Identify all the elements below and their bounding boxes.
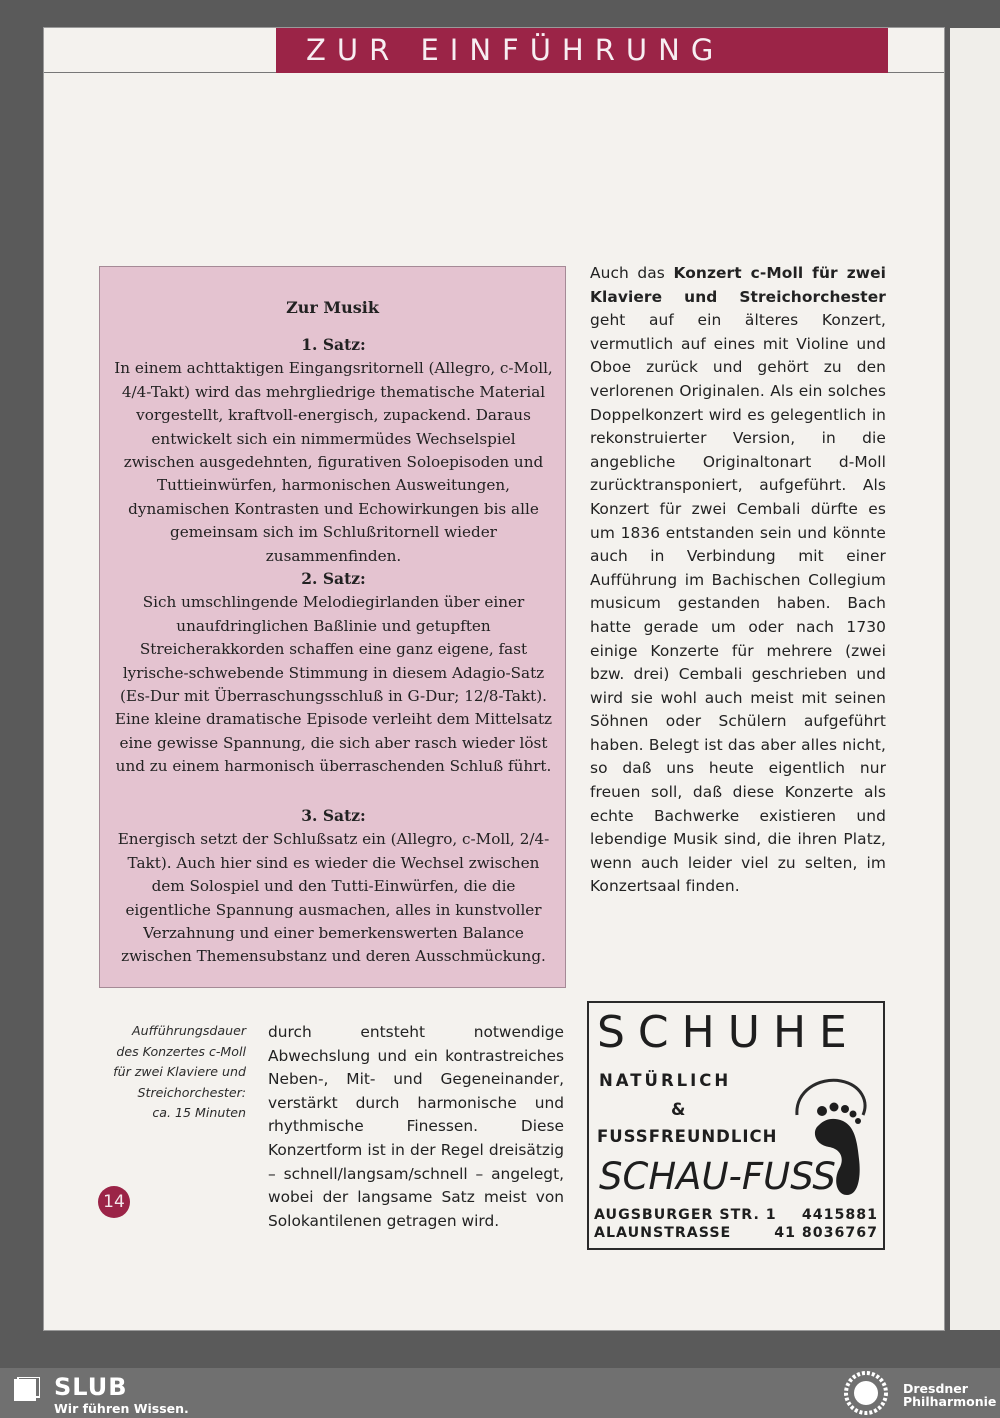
work-title: Konzert c-Moll für zwei Klaviere und Streichorchester (590, 264, 886, 306)
intro-text: Auch das (590, 264, 674, 282)
box-heading: Zur Musik (286, 298, 379, 317)
caption-line: für zwei Klaviere und (113, 1064, 246, 1079)
library-name[interactable]: SLUB (54, 1373, 128, 1401)
bottom-column-text: durch entsteht notwendige Abwechslung und ein kontrastreiches Neben-, Mit- und Gegeneinander, verstärkt durch harmonische und rhythmische Finessen. Diese Konzertform ist in der Regel dreisätzig – schnell/langsam/schnell – angelegt, wobei der langsame Satz meist von Solokantilenen getragen wird. (268, 1023, 564, 1230)
page-number: 14 (98, 1186, 130, 1218)
schau-fuss-advertisement (587, 1001, 885, 1250)
slub-logo-icon[interactable] (14, 1377, 40, 1401)
library-tagline: Wir führen Wissen. (54, 1401, 189, 1416)
satz-heading: 3. Satz: (301, 806, 366, 825)
box-title (100, 296, 565, 319)
satz-text: Energisch setzt der Schlußsatz ein (Allegro, c-Moll, 2/4-Takt). Auch hier sind es wieder die Wechsel zwischen dem Solospiel und den Tutti-Einwürfen, die die eigentliche Spannung ausmachen, alles in kunstvoller Verzahnung und einer bemerkenswerten Balance zwischen Themensubstanz und deren Ausschmückung. (117, 830, 550, 966)
caption-line: ca. 15 Minuten (152, 1105, 246, 1120)
body-text: geht auf ein älteres Konzert, vermutlich auf eines mit Violine und Oboe zurück und gehört zu den verlorenen Originalen. Als ein solches Doppelkonzert wird es gelegentlich in rekonstruierter Version, in die angebliche Originaltonart d-Moll zurücktransponiert, aufgeführt. Als Konzert für zwei Cembali dürfte es um 1836 entstanden sein und könnte auch in Verbindung mit einer Aufführung im Bachischen Collegium musicum gestanden haben. Bach hatte gerade um oder nach 1730 einige Konzerte für mehrere (zwei bzw. drei) Cembali geschrieben und wird sie wohl auch meist mit seinen Söhnen oder Schülern aufgeführt haben. Belegt ist das aber alles nicht, so daß uns heute eigentlich nur freuen soll, daß diese Konzerte als echte Bachwerke existieren und lebendige Musik sind, die ihren Platz, wenn auch leider viel zu selten, im Konzertsaal finden. (590, 311, 886, 896)
ad-address: ALAUNSTRASSE (594, 1225, 732, 1241)
ad-phone: 4415881 (801, 1207, 878, 1223)
ad-address-row (594, 1225, 878, 1241)
satz-1 (114, 333, 553, 568)
satz-3 (114, 804, 553, 969)
philharmonie-logo-icon[interactable] (843, 1370, 889, 1416)
ad-company-name: SCHAU-FUSS (599, 1155, 836, 1198)
document-page (44, 28, 944, 1330)
caption-line: Streichorchester: (137, 1084, 246, 1100)
ad-address-row (594, 1207, 878, 1223)
ad-address: AUGSBURGER STR. 1 (594, 1207, 777, 1223)
satz-heading: 1. Satz: (301, 335, 366, 354)
viewer-footer (0, 1368, 1000, 1418)
zur-musik-box (99, 266, 566, 988)
partner-name-line: Dresdner (903, 1381, 968, 1396)
next-page-edge (950, 28, 1000, 1330)
ad-slogan-2: FUSSFREUNDLICH (597, 1127, 778, 1146)
ad-ampersand: & (671, 1100, 686, 1119)
satz-2 (114, 567, 553, 779)
ad-phone: 41 8036767 (774, 1225, 878, 1241)
satz-heading: 2. Satz: (301, 569, 366, 588)
duration-caption (96, 1021, 246, 1124)
satz-text: In einem achttaktigen Eingangsritornell (Allegro, c-Moll, 4/4-Takt) wird das mehrgliedrige thematische Material vorgestellt, kraftvoll-energisch, zupackend. Daraus entwickelt sich ein nimmermüdes Wechselspiel zwischen ausgedehnten, figurativen Soloepisoden und Tuttieinwürfen, harmonischen Ausweitungen, dynamischen Kontrasten und Echowirkungen bis alle gemeinsam sich im Schlußritornell wieder zusammenfinden. (114, 359, 553, 565)
section-banner: ZUR EINFÜHRUNG (276, 28, 888, 73)
ad-slogan-1: NATÜRLICH (599, 1071, 732, 1090)
ad-brand: SCHUHE (597, 1007, 860, 1058)
partner-name-line: Philharmonie (903, 1394, 997, 1409)
caption-line: Aufführungsdauer (132, 1023, 246, 1038)
caption-line: des Konzertes c-Moll (116, 1043, 246, 1059)
right-column-text (590, 262, 886, 899)
satz-text: Sich umschlingende Melodiegirlanden über einer unaufdringlichen Baßlinie und getupften Streicherakkorden schaffen eine ganz eigene, fast lyrische-schwebende Stimmung in diesem Adagio-Satz (Es-Dur mit Überraschungsschluß in G-Dur; 12/8-Takt). Eine kleine dramatische Episode verleiht dem Mittelsatz eine gewisse Spannung, die sich aber rasch wieder löst und zu einem harmonisch überraschenden Schluß führt. (114, 593, 553, 776)
partner-name[interactable] (903, 1382, 996, 1408)
